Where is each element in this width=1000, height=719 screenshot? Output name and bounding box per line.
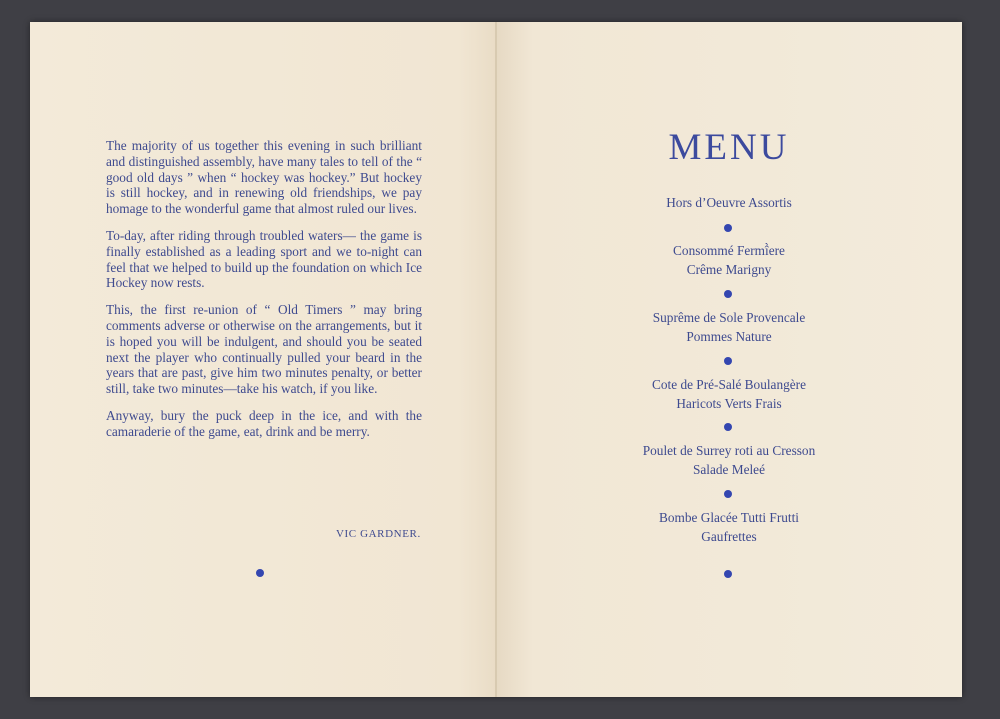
letter-paragraph-1: The majority of us together this evening in such brilliant and distinguished assembly, have many tales to tell of the “ good old days ” when “ hockey was hockey.” But hockey is still hockey, and in renewing old friendships, we pay homage to the wonderful game that almost ruled our lives. (106, 138, 422, 217)
course-3-line-2: Pommes Nature (686, 329, 772, 344)
course-2-line-2: Crême Marigny (686, 262, 772, 277)
separator-dot-5 (724, 490, 732, 498)
course-5-line-1: Poulet de Surrey roti au Cresson (642, 443, 816, 458)
signature: VIC GARDNER. (336, 528, 421, 540)
menu-course-2 (496, 241, 962, 279)
course-1-line-1: Hors d’Oeuvre Assortis (666, 195, 792, 210)
course-6-line-1: Bombe Glacée Tutti Frutti (659, 510, 799, 525)
separator-dot-4 (724, 423, 732, 431)
course-5-line-2: Salade Meleé (693, 462, 765, 477)
menu-card (30, 22, 962, 697)
center-fold (495, 22, 497, 697)
welcome-letter (106, 138, 422, 451)
separator-dot-6 (724, 570, 732, 578)
course-4-line-2: Haricots Verts Frais (676, 396, 782, 411)
letter-paragraph-2: To-day, after riding through troubled waters— the game is finally established as a leading sport and we to-night can feel that we helped to build up the foundation on which Ice Hockey now rests. (106, 227, 422, 291)
separator-dot-3 (724, 357, 732, 365)
separator-dot-2 (724, 290, 732, 298)
menu-title: MENU (668, 127, 790, 168)
menu-course-3 (496, 308, 962, 346)
letter-paragraph-4: Anyway, bury the puck deep in the ice, and with the camaraderie of the game, eat, drink and be merry. (106, 407, 422, 439)
menu-course-4 (496, 375, 962, 413)
course-3-line-1: Suprême de Sole Provencale (652, 310, 806, 325)
menu-course-1 (496, 193, 962, 212)
course-4-line-1: Cote de Pré-Salé Boulangère (652, 377, 806, 392)
course-6-line-2: Gaufrettes (701, 529, 757, 544)
menu-course-5 (496, 441, 962, 479)
left-bullet-dot (256, 569, 264, 577)
separator-dot-1 (724, 224, 732, 232)
course-2-line-1: Consommé Fermî̀ere (673, 243, 785, 258)
letter-paragraph-3: This, the first re-union of “ Old Timers ” may bring comments adverse or otherwise on the arrangements, but it is hoped you will be indulgent, and should you be seated next the player who continually pulled your beard in the years that are past, give him two minutes penalty, or better still, take two minutes—take his watch, if you like. (106, 302, 422, 397)
menu-course-6 (496, 508, 962, 546)
